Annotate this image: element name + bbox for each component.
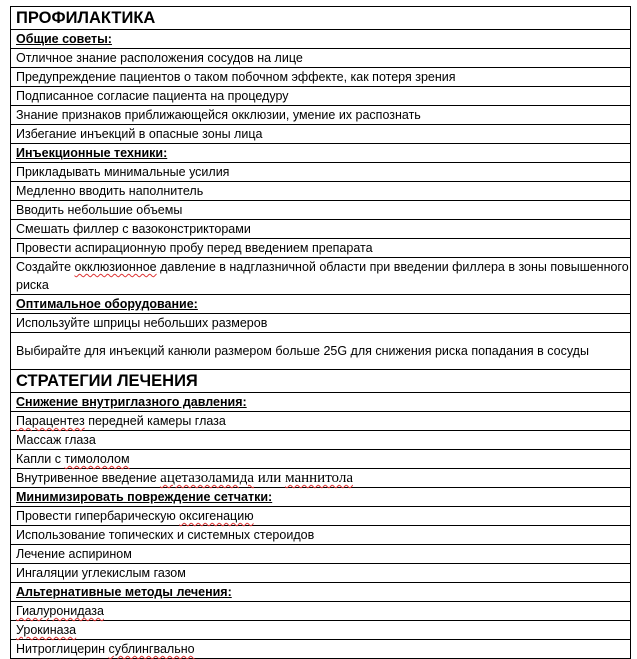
table-row bbox=[11, 450, 631, 469]
table-row bbox=[11, 621, 631, 640]
list-item bbox=[11, 507, 631, 526]
table-row bbox=[11, 220, 631, 239]
list-item: Подписанное согласие пациента на процедуру bbox=[11, 87, 631, 106]
spellcheck-word: Парацентез bbox=[16, 414, 85, 428]
list-item: Избегание инъекций в опасные зоны лица bbox=[11, 125, 631, 144]
table-row bbox=[11, 526, 631, 545]
table-row bbox=[11, 545, 631, 564]
group-heading: Общие советы: bbox=[11, 30, 631, 49]
table-row bbox=[11, 68, 631, 87]
table-row bbox=[11, 431, 631, 450]
list-item bbox=[11, 469, 631, 488]
list-item bbox=[11, 621, 631, 640]
table-row bbox=[11, 125, 631, 144]
group-heading: Снижение внутриглазного давления: bbox=[11, 393, 631, 412]
list-item: Вводить небольшие объемы bbox=[11, 201, 631, 220]
table-row bbox=[11, 314, 631, 333]
list-item: Прикладывать минимальные усилия bbox=[11, 163, 631, 182]
group-heading: Инъекционные техники: bbox=[11, 144, 631, 163]
list-item: Используйте шприцы небольших размеров bbox=[11, 314, 631, 333]
table-row bbox=[11, 87, 631, 106]
table-row bbox=[11, 163, 631, 182]
list-item: Лечение аспирином bbox=[11, 545, 631, 564]
prevention-treatment-table bbox=[10, 6, 631, 659]
text-segment: Создайте bbox=[16, 260, 75, 274]
list-item bbox=[11, 258, 631, 295]
list-item bbox=[11, 640, 631, 659]
table-row bbox=[11, 182, 631, 201]
table-row bbox=[11, 201, 631, 220]
list-item: Смешать филлер с вазоконстрикторами bbox=[11, 220, 631, 239]
table-row bbox=[11, 49, 631, 68]
text-segment: Внутривенное введение bbox=[16, 471, 161, 485]
list-item: Массаж глаза bbox=[11, 431, 631, 450]
text-segment: Нитроглицерин bbox=[16, 642, 109, 656]
group-heading: Минимизировать повреждение сетчатки: bbox=[11, 488, 631, 507]
table-row bbox=[11, 469, 631, 488]
group-heading-general-tips bbox=[11, 30, 631, 49]
table-row bbox=[11, 412, 631, 431]
list-item bbox=[11, 412, 631, 431]
text-segment: Капли с bbox=[16, 452, 65, 466]
spellcheck-word: ацетазоламида bbox=[160, 470, 255, 486]
table-row bbox=[11, 602, 631, 621]
list-item: Предупреждение пациентов о таком побочном эффекте, как потеря зрения bbox=[11, 68, 631, 87]
group-heading: Оптимальное оборудование: bbox=[11, 295, 631, 314]
group-heading-injection-techniques bbox=[11, 144, 631, 163]
text-segment: давление в надглазничной области при введении филлера в зоны повышенного риска bbox=[16, 260, 629, 292]
list-item bbox=[11, 602, 631, 621]
table-row bbox=[11, 640, 631, 659]
table-row bbox=[11, 333, 631, 370]
section-title: ПРОФИЛАКТИКА bbox=[11, 7, 631, 30]
section-title: СТРАТЕГИИ ЛЕЧЕНИЯ bbox=[11, 370, 631, 393]
section-header-treatment bbox=[11, 370, 631, 393]
table-row bbox=[11, 564, 631, 583]
spellcheck-word: оксигенацию bbox=[179, 509, 254, 523]
list-item: Знание признаков приближающейся окклюзии, умение их распознать bbox=[11, 106, 631, 125]
text-segment: передней камеры глаза bbox=[84, 414, 226, 428]
list-item: Выбирайте для инъекций канюли размером больше 25G для снижения риска попадания в сосуды bbox=[11, 333, 631, 370]
list-item: Ингаляции углекислым газом bbox=[11, 564, 631, 583]
list-item: Отличное знание расположения сосудов на лице bbox=[11, 49, 631, 68]
spellcheck-word: Гиалуронидаза bbox=[16, 604, 104, 618]
spellcheck-word: окклюзионное bbox=[74, 260, 157, 274]
section-header-prevention bbox=[11, 7, 631, 30]
text-segment: Провести гипербарическую bbox=[16, 509, 180, 523]
group-heading-retina-protection bbox=[11, 488, 631, 507]
spellcheck-word: Урокиназа bbox=[16, 623, 77, 637]
group-heading-iop-reduction bbox=[11, 393, 631, 412]
table-row bbox=[11, 239, 631, 258]
table-row bbox=[11, 507, 631, 526]
spellcheck-word: тимололом bbox=[64, 452, 130, 466]
list-item: Провести аспирационную пробу перед введением препарата bbox=[11, 239, 631, 258]
text-segment: или bbox=[254, 470, 286, 486]
spellcheck-word: сублингвально bbox=[108, 642, 195, 656]
table-row bbox=[11, 258, 631, 295]
group-heading: Альтернативные методы лечения: bbox=[11, 583, 631, 602]
table-row bbox=[11, 106, 631, 125]
spellcheck-word: маннитола bbox=[285, 470, 353, 486]
group-heading-optimal-equipment bbox=[11, 295, 631, 314]
group-heading-alternative-methods bbox=[11, 583, 631, 602]
list-item bbox=[11, 450, 631, 469]
list-item: Использование топических и системных стероидов bbox=[11, 526, 631, 545]
list-item: Медленно вводить наполнитель bbox=[11, 182, 631, 201]
